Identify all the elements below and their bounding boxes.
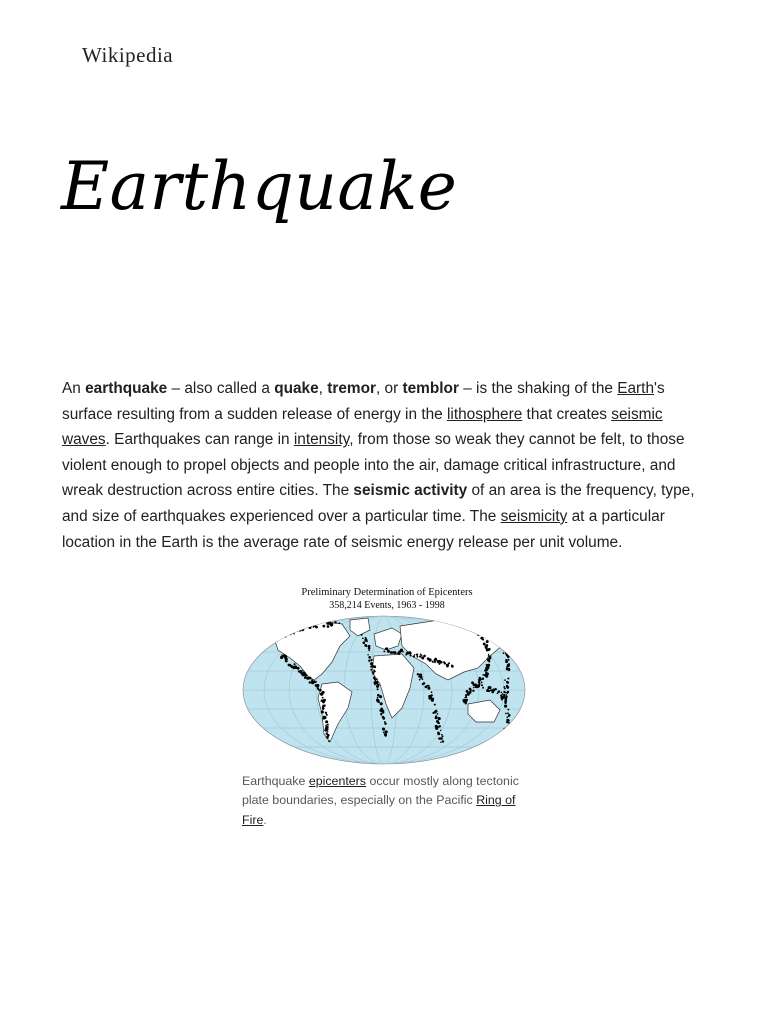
epicenter-dot xyxy=(280,635,283,638)
epicenter-dot xyxy=(374,670,376,672)
bold-term-quake: quake xyxy=(274,380,319,397)
epicenter-dot xyxy=(288,664,291,667)
epicenter-dot xyxy=(487,664,489,666)
intro-text: – is the shaking of the xyxy=(458,380,618,397)
epicenter-dot xyxy=(467,691,469,693)
epicenter-dot xyxy=(413,655,415,657)
link-earth[interactable]: Earth xyxy=(617,380,655,397)
epicenter-dot xyxy=(328,622,331,625)
epicenter-dot xyxy=(284,632,286,634)
epicenter-dot xyxy=(438,722,440,724)
epicenter-dot xyxy=(500,636,502,638)
epicenter-dot xyxy=(503,686,505,688)
epicenter-dot xyxy=(394,651,397,654)
epicenter-dot xyxy=(506,716,508,718)
epicenter-dot xyxy=(483,643,485,645)
epicenter-dot xyxy=(291,629,293,631)
epicenter-dot xyxy=(320,690,322,692)
epicenter-dot xyxy=(334,621,337,624)
epicenter-dot xyxy=(437,726,439,728)
intro-text: , or xyxy=(375,380,403,397)
epicenter-dot xyxy=(477,633,479,635)
epicenter-dot xyxy=(376,683,378,685)
epicenter-dot xyxy=(473,687,474,688)
epicenter-dot xyxy=(416,656,418,658)
intro-text: An xyxy=(62,380,86,397)
epicenter-map-figure[interactable] xyxy=(242,584,527,766)
epicenter-dot xyxy=(496,630,498,632)
epicenter-dot xyxy=(370,662,373,665)
map-title: Preliminary Determination of Epicenters xyxy=(301,587,473,598)
epicenter-dot xyxy=(485,668,488,671)
bold-term-seismic-activity: seismic activity xyxy=(353,482,468,500)
epicenter-dot xyxy=(481,681,483,683)
link-intensity[interactable]: intensity xyxy=(293,431,350,449)
epicenter-dot xyxy=(504,700,507,703)
epicenter-dot xyxy=(506,667,507,668)
epicenter-dot xyxy=(339,622,341,624)
epicenter-dot xyxy=(364,639,367,642)
epicenter-dot xyxy=(503,694,505,696)
epicenter-dot xyxy=(488,649,490,651)
epicenter-dot xyxy=(501,691,503,693)
epicenter-dot xyxy=(382,716,384,718)
epicenter-dot xyxy=(281,654,283,656)
epicenter-dot xyxy=(428,658,431,661)
epicenter-dot xyxy=(311,679,313,681)
epicenter-dot xyxy=(506,730,509,733)
epicenter-dot xyxy=(434,704,436,706)
epicenter-dot xyxy=(487,659,489,661)
epicenter-dot xyxy=(436,659,437,660)
epicenter-dot xyxy=(465,696,467,698)
epicenter-dot xyxy=(326,727,328,729)
epicenter-dot xyxy=(327,625,330,628)
caption-text: . xyxy=(263,812,267,827)
epicenter-dot xyxy=(491,691,494,694)
link-lithosphere[interactable]: lithosphere xyxy=(446,405,523,423)
epicenter-dot xyxy=(326,733,328,735)
figure-caption xyxy=(242,772,527,830)
epicenter-dot xyxy=(505,713,507,715)
epicenter-dot xyxy=(485,675,488,678)
epicenter-dot xyxy=(308,625,310,627)
epicenter-dot xyxy=(506,681,509,684)
epicenter-dot xyxy=(383,650,385,652)
epicenter-dot xyxy=(427,685,429,687)
epicenter-dot xyxy=(317,684,320,687)
epicenter-dot xyxy=(476,629,478,631)
epicenter-dot xyxy=(324,625,326,627)
epicenter-dot xyxy=(421,678,422,679)
epicenter-dot xyxy=(384,734,386,736)
epicenter-dot xyxy=(440,730,442,732)
epicenter-dot xyxy=(463,699,466,702)
intro-text: , xyxy=(318,380,328,397)
epicenter-dot xyxy=(362,637,364,639)
epicenter-dot xyxy=(381,703,383,705)
epicenter-dot xyxy=(382,728,385,731)
epicenter-dot xyxy=(372,671,373,672)
epicenter-dot xyxy=(503,728,505,730)
epicenter-dot xyxy=(312,681,314,683)
epicenter-dot xyxy=(488,655,490,657)
epicenter-dot xyxy=(504,647,506,649)
epicenter-dot xyxy=(504,679,506,681)
epicenter-dot xyxy=(490,655,491,656)
epicenter-dot xyxy=(368,645,371,648)
epicenter-dot xyxy=(398,652,401,655)
epicenter-dot xyxy=(437,732,439,734)
link-ring-of-fire[interactable]: Ring of Fire xyxy=(242,793,516,827)
epicenter-dot xyxy=(507,659,509,661)
epicenter-dot xyxy=(479,631,481,633)
epicenter-dot xyxy=(279,638,281,640)
epicenter-dot xyxy=(327,731,329,733)
epicenter-dot xyxy=(328,740,330,742)
epicenter-dot xyxy=(326,622,329,625)
epicenter-dot xyxy=(476,685,479,688)
epicenter-dot xyxy=(305,674,307,676)
epicenter-dot xyxy=(506,685,508,687)
epicenter-dot xyxy=(480,632,482,634)
epicenter-dot xyxy=(322,697,324,699)
epicenter-dot xyxy=(406,652,409,655)
intro-text: of an area is the frequency, type, and size of earthquakes experienced over a particular time. The xyxy=(62,482,695,525)
epicenter-dot xyxy=(367,654,369,656)
epicenter-dot xyxy=(470,690,472,692)
intro-text: . Earthquakes can range in xyxy=(105,431,294,449)
epicenter-dot xyxy=(438,717,441,720)
epicenter-dot xyxy=(472,690,474,692)
epicenter-dot xyxy=(300,628,302,630)
epicenter-dot xyxy=(507,692,509,694)
epicenter-dot xyxy=(275,638,278,641)
epicenter-dot xyxy=(504,729,507,732)
epicenter-dot xyxy=(501,643,503,645)
epicenter-dot xyxy=(500,636,502,638)
epicenter-dot xyxy=(373,676,375,678)
epicenter-dot xyxy=(364,644,367,647)
epicenter-dot xyxy=(435,715,437,717)
epicenter-dot xyxy=(498,631,500,633)
intro-text: – also called a xyxy=(167,380,275,397)
epicenter-dot xyxy=(293,663,295,665)
epicenter-dot xyxy=(375,680,377,682)
bold-term-earthquake: earthquake xyxy=(85,380,168,397)
epicenter-dot xyxy=(486,640,489,643)
epicenter-dot xyxy=(506,694,507,695)
epicenter-dot xyxy=(504,688,506,690)
epicenter-dot xyxy=(441,734,442,735)
epicenter-dot xyxy=(506,654,508,656)
epicenter-dot xyxy=(419,679,421,681)
epicenter-dot xyxy=(506,721,508,723)
intro-text: , from those so weak they cannot be felt, to those violent enough to propel objects and people into the air, damage critical infrastructure, and wreak destruction across entire cities. The xyxy=(62,431,685,500)
epicenter-dot xyxy=(505,659,507,661)
epicenter-dot xyxy=(448,662,450,664)
epicenter-map[interactable] xyxy=(242,584,527,766)
epicenter-dot xyxy=(485,667,487,669)
epicenter-dot xyxy=(416,654,418,656)
caption-text: Earthquake xyxy=(242,774,309,788)
epicenter-dot xyxy=(482,687,484,689)
epicenter-dot xyxy=(446,664,449,667)
epicenter-dot xyxy=(436,720,439,723)
epicenter-dot xyxy=(502,644,504,646)
epicenter-dot xyxy=(423,655,426,658)
epicenter-dot xyxy=(282,635,283,636)
epicenter-dot xyxy=(326,714,328,716)
epicenter-dot xyxy=(368,660,370,662)
epicenter-dot xyxy=(498,690,501,693)
epicenter-dot xyxy=(284,632,286,634)
epicenter-dot xyxy=(422,683,424,685)
epicenter-dot xyxy=(382,711,385,714)
epicenter-dot xyxy=(285,660,288,663)
epicenter-dot xyxy=(507,668,509,670)
epicenter-dot xyxy=(477,631,479,633)
epicenter-dot xyxy=(363,641,366,644)
epicenter-dot xyxy=(475,685,477,687)
epicenter-dot xyxy=(304,676,307,679)
epicenter-dot xyxy=(431,699,434,702)
epicenter-dot xyxy=(297,628,299,630)
epicenter-dot xyxy=(482,678,485,681)
epicenter-dot xyxy=(478,679,481,682)
intro-text: 's surface resulting from a sudden release of energy in the xyxy=(62,380,665,423)
epicenter-dot xyxy=(379,695,382,698)
epicenter-dot xyxy=(419,655,421,657)
epicenter-dot xyxy=(431,694,433,696)
bold-term-temblor: temblor xyxy=(402,380,459,397)
epicenter-dot xyxy=(299,670,301,672)
epicenter-dot xyxy=(500,642,502,644)
epicenter-dot xyxy=(418,674,420,676)
epicenter-dot xyxy=(372,673,374,675)
epicenter-dot xyxy=(284,655,286,657)
wikipedia-wordmark[interactable]: Wikipedia xyxy=(82,43,174,67)
epicenter-dot xyxy=(385,647,388,650)
epicenter-dot xyxy=(502,645,504,647)
intro-text: that creates xyxy=(522,405,612,423)
epicenter-dot xyxy=(506,719,509,722)
epicenter-dot xyxy=(427,687,430,690)
epicenter-dot xyxy=(381,714,382,715)
epicenter-dot xyxy=(492,689,493,690)
epicenter-dot xyxy=(498,635,501,638)
epicenter-dot xyxy=(324,716,327,719)
epicenter-dot xyxy=(437,713,439,715)
epicenter-dot xyxy=(373,665,376,668)
epicenter-dot xyxy=(503,652,505,654)
map-subtitle: 358,214 Events, 1963 - 1998 xyxy=(329,600,445,611)
epicenter-dot xyxy=(432,661,433,662)
epicenter-dot xyxy=(402,651,404,653)
epicenter-dot xyxy=(476,631,477,632)
epicenter-dot xyxy=(368,650,370,652)
epicenter-dot xyxy=(377,697,379,699)
epicenter-dot xyxy=(315,681,317,683)
epicenter-dot xyxy=(467,693,469,695)
epicenter-dot xyxy=(275,639,278,642)
epicenter-dot xyxy=(495,633,498,636)
link-epicenters[interactable]: epicenters xyxy=(308,774,366,788)
epicenter-dot xyxy=(385,731,387,733)
epicenter-dot xyxy=(309,677,312,680)
epicenter-dot xyxy=(368,656,371,659)
epicenter-dot xyxy=(502,697,504,699)
epicenter-dot xyxy=(507,677,509,679)
epicenter-dot xyxy=(440,661,443,664)
epicenter-dot xyxy=(326,736,329,739)
epicenter-dot xyxy=(388,651,390,653)
epicenter-dot xyxy=(485,647,487,649)
epicenter-dot xyxy=(480,637,482,639)
epicenter-dot xyxy=(279,635,281,637)
epicenter-dot xyxy=(376,678,378,680)
epicenter-dot xyxy=(361,634,363,636)
epicenter-dot xyxy=(322,707,324,709)
epicenter-dot xyxy=(440,737,443,740)
epicenter-dot xyxy=(442,740,444,742)
epicenter-dot xyxy=(297,627,299,629)
epicenter-dot xyxy=(425,686,428,689)
epicenter-dot xyxy=(434,661,436,663)
epicenter-dot xyxy=(508,715,510,717)
epicenter-dot xyxy=(428,697,431,700)
epicenter-dot xyxy=(384,721,386,723)
epicenter-dot xyxy=(443,661,445,663)
epicenter-dot xyxy=(302,672,305,675)
epicenter-dot xyxy=(292,629,294,631)
epicenter-dot xyxy=(280,636,283,639)
epicenter-dot xyxy=(494,632,495,633)
epicenter-dot xyxy=(297,667,300,670)
epicenter-dot xyxy=(383,732,385,734)
intro-text: at a particular location in the Earth is the average rate of seismic energy release per unit volume. xyxy=(62,507,665,551)
epicenter-dot xyxy=(505,729,508,732)
epicenter-dot xyxy=(421,654,423,656)
epicenter-dot xyxy=(451,665,453,667)
epicenter-dot xyxy=(291,666,293,668)
epicenter-dot xyxy=(414,654,416,656)
intro-paragraph xyxy=(62,376,712,555)
epicenter-dot xyxy=(378,700,379,701)
epicenter-dot xyxy=(482,674,484,676)
epicenter-dot xyxy=(370,659,372,661)
epicenter-dot xyxy=(377,688,379,690)
epicenter-dot xyxy=(500,636,502,638)
epicenter-dot xyxy=(481,684,483,686)
epicenter-dot xyxy=(506,729,508,731)
epicenter-dot xyxy=(499,636,501,638)
epicenter-dot xyxy=(488,686,491,689)
epicenter-dot xyxy=(485,672,488,675)
epicenter-dot xyxy=(441,735,443,737)
epicenter-dot xyxy=(473,683,475,685)
link-seismic-waves[interactable]: seismic waves xyxy=(62,405,663,449)
epicenter-dot xyxy=(431,691,433,693)
epicenter-dot xyxy=(504,649,505,650)
epicenter-dot xyxy=(482,639,484,641)
epicenter-dot xyxy=(322,700,325,703)
epicenter-dot xyxy=(324,729,326,731)
epicenter-dot xyxy=(321,693,322,694)
epicenter-dot xyxy=(377,694,380,697)
epicenter-dot xyxy=(410,655,412,657)
epicenter-dot xyxy=(440,741,442,743)
epicenter-dot xyxy=(507,712,509,714)
epicenter-dot xyxy=(327,724,329,726)
epicenter-dot xyxy=(377,684,380,687)
caption-text: occur mostly along tectonic plate boundaries, especially on the Pacific xyxy=(242,774,519,808)
epicenter-dot xyxy=(502,639,505,642)
epicenter-dot xyxy=(317,688,319,690)
epicenter-dot xyxy=(284,635,287,638)
epicenter-dot xyxy=(435,710,437,712)
epicenter-dot xyxy=(321,710,324,713)
page-title: Earthquake xyxy=(61,148,458,225)
bold-term-tremor: tremor xyxy=(327,380,376,397)
epicenter-dot xyxy=(371,665,373,667)
epicenter-dot xyxy=(325,720,328,723)
epicenter-dot xyxy=(325,712,327,714)
epicenter-dot xyxy=(503,691,505,693)
epicenter-dot xyxy=(504,705,507,708)
epicenter-dot xyxy=(488,654,489,655)
epicenter-dot xyxy=(507,709,509,711)
link-seismicity[interactable]: seismicity xyxy=(500,507,568,525)
epicenter-dot xyxy=(292,630,294,632)
epicenter-dot xyxy=(502,693,504,695)
epicenter-dot xyxy=(370,669,372,671)
